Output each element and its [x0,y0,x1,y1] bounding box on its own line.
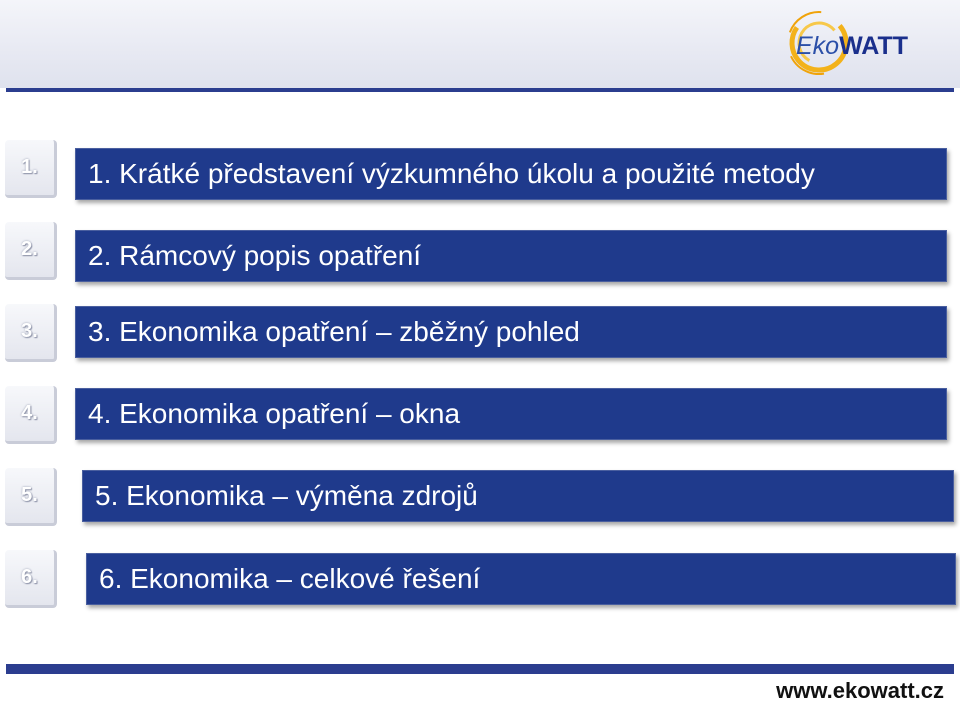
number-tab-1: 1. [5,140,57,198]
number-tab-6: 6. [5,550,57,608]
agenda-item-4[interactable]: 4. Ekonomika opatření – okna [75,388,947,440]
footer-rule [6,664,954,674]
agenda-item-3[interactable]: 3. Ekonomika opatření – zběžný pohled [75,306,947,358]
agenda-item-6[interactable]: 6. Ekonomika – celkové řešení [86,553,956,605]
agenda-item-1[interactable]: 1. Krátké představení výzkumného úkolu a použité metody [75,148,947,200]
header-rule [6,88,954,92]
number-tab-2: 2. [5,222,57,280]
ekowatt-logo [784,8,950,78]
footer-url[interactable]: www.ekowatt.cz [776,678,944,703]
number-tab-5: 5. [5,468,57,526]
logo-eko: Eko [796,32,840,60]
logo-watt: WATT [839,32,909,60]
number-tab-4: 4. [5,386,57,444]
agenda-item-2[interactable]: 2. Rámcový popis opatření [75,230,947,282]
number-tab-3: 3. [5,304,57,362]
logo-wordmark [796,32,908,61]
agenda-item-5[interactable]: 5. Ekonomika – výměna zdrojů [82,470,954,522]
